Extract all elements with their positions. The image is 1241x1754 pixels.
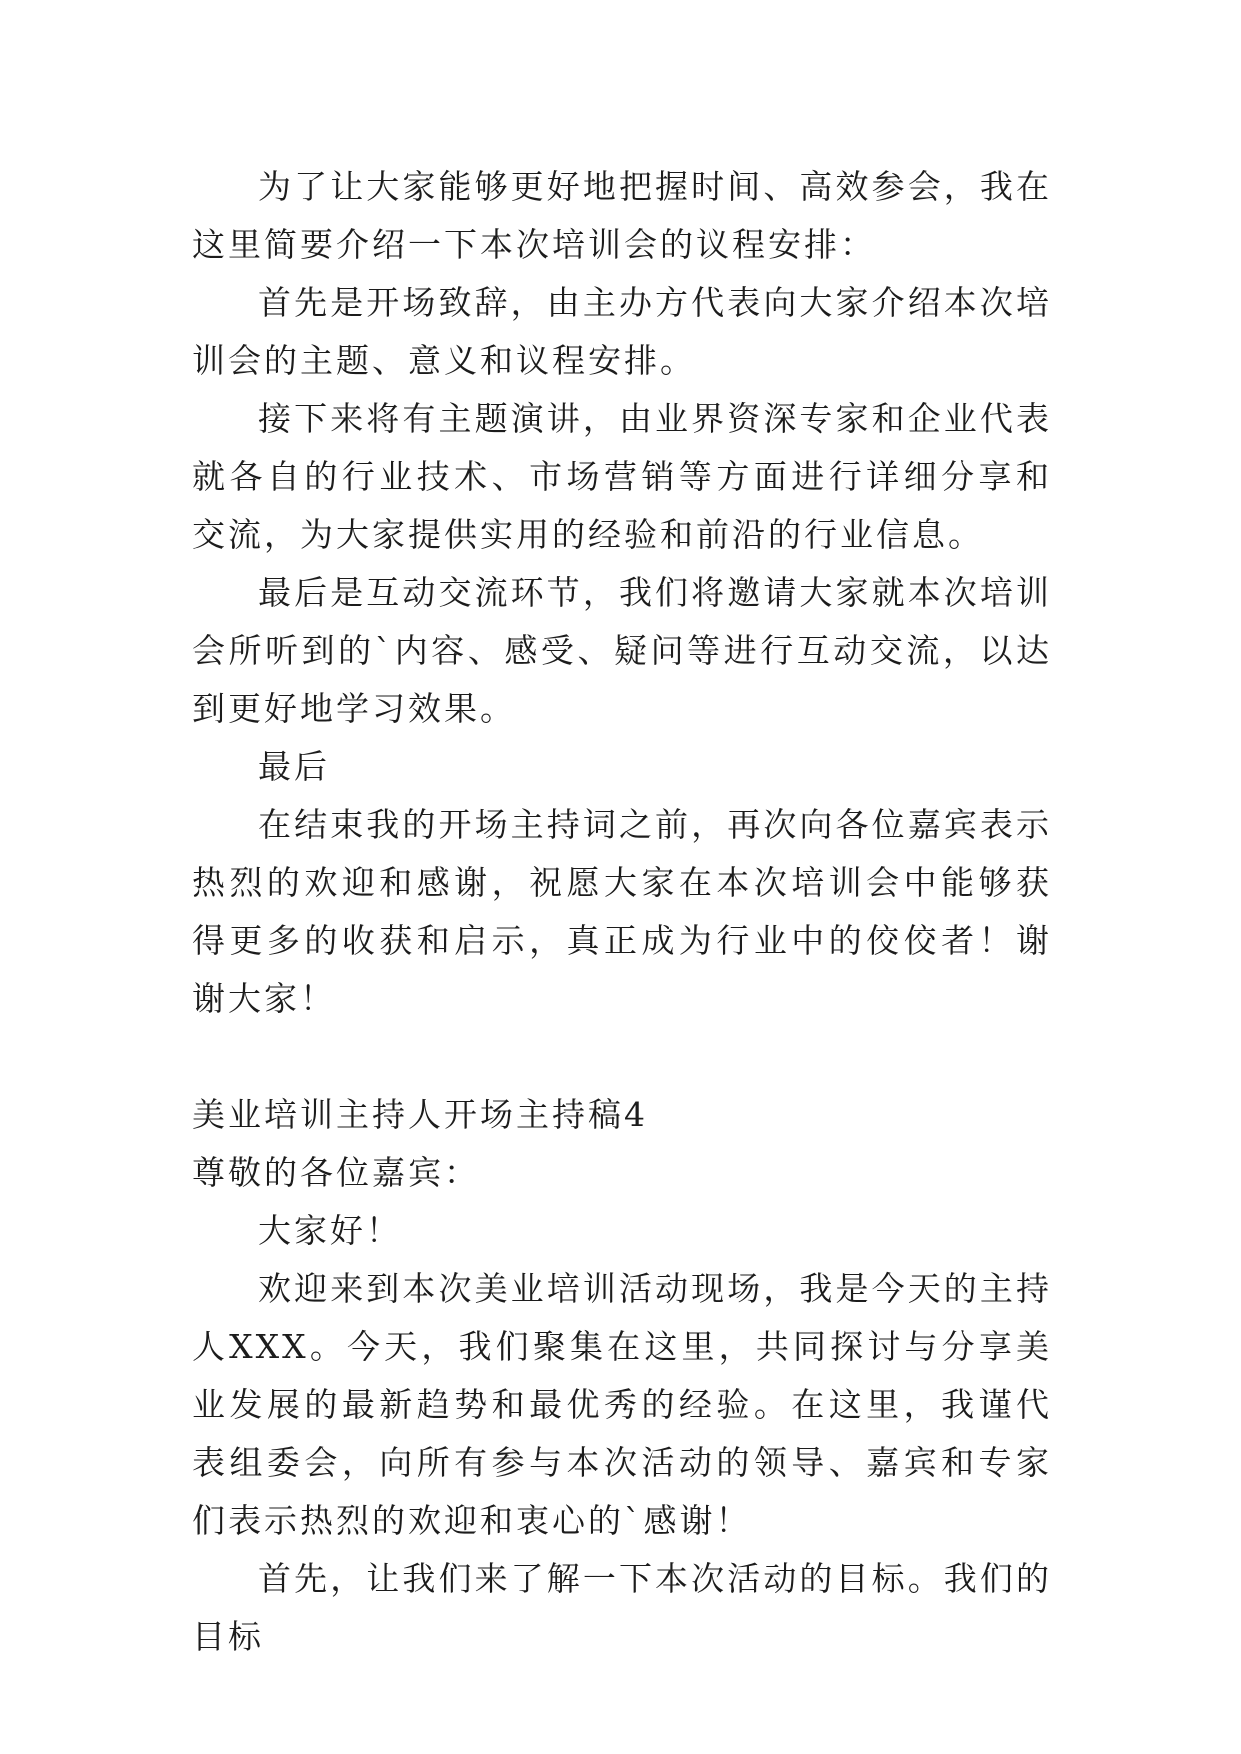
paragraph-greeting: 大家好！ bbox=[258, 1211, 402, 1250]
section-title: 美业培训主持人开场主持稿4 bbox=[192, 1095, 648, 1134]
paragraph-keynote: 接下来将有主题演讲，由业界资深专家和企业代表就各自的行业技术、市场营销等方面进行详细分享和交流，为大家提供实用的经验和前沿的行业信息。 bbox=[192, 399, 1052, 554]
paragraph-welcome: 欢迎来到本次美业培训活动现场，我是今天的主持人XXX。今天，我们聚集在这里，共同探讨与分享美业发展的最新趋势和最优秀的经验。在这里，我谨代表组委会，向所有参与本次活动的领导、嘉宾和专家们表示热烈的欢迎和衷心的`感谢！ bbox=[192, 1269, 1052, 1540]
paragraph-closing: 在结束我的开场主持词之前，再次向各位嘉宾表示热烈的欢迎和感谢，祝愿大家在本次培训会中能够获得更多的收获和启示，真正成为行业中的佼佼者！谢谢大家！ bbox=[192, 805, 1052, 1018]
paragraph-goal: 首先，让我们来了解一下本次活动的目标。我们的目标 bbox=[192, 1559, 1052, 1656]
paragraph-interaction: 最后是互动交流环节，我们将邀请大家就本次培训会所听到的`内容、感受、疑问等进行互动交流，以达到更好地学习效果。 bbox=[192, 573, 1052, 728]
document-body bbox=[192, 158, 1052, 1666]
paragraph-opening-speech: 首先是开场致辞，由主办方代表向大家介绍本次培训会的主题、意义和议程安排。 bbox=[192, 283, 1052, 380]
paragraph-agenda-intro: 为了让大家能够更好地把握时间、高效参会，我在这里简要介绍一下本次培训会的议程安排： bbox=[192, 167, 1052, 264]
paragraph-finally: 最后 bbox=[258, 747, 330, 786]
salutation: 尊敬的各位嘉宾： bbox=[192, 1153, 480, 1192]
section-spacer bbox=[192, 1028, 1052, 1086]
